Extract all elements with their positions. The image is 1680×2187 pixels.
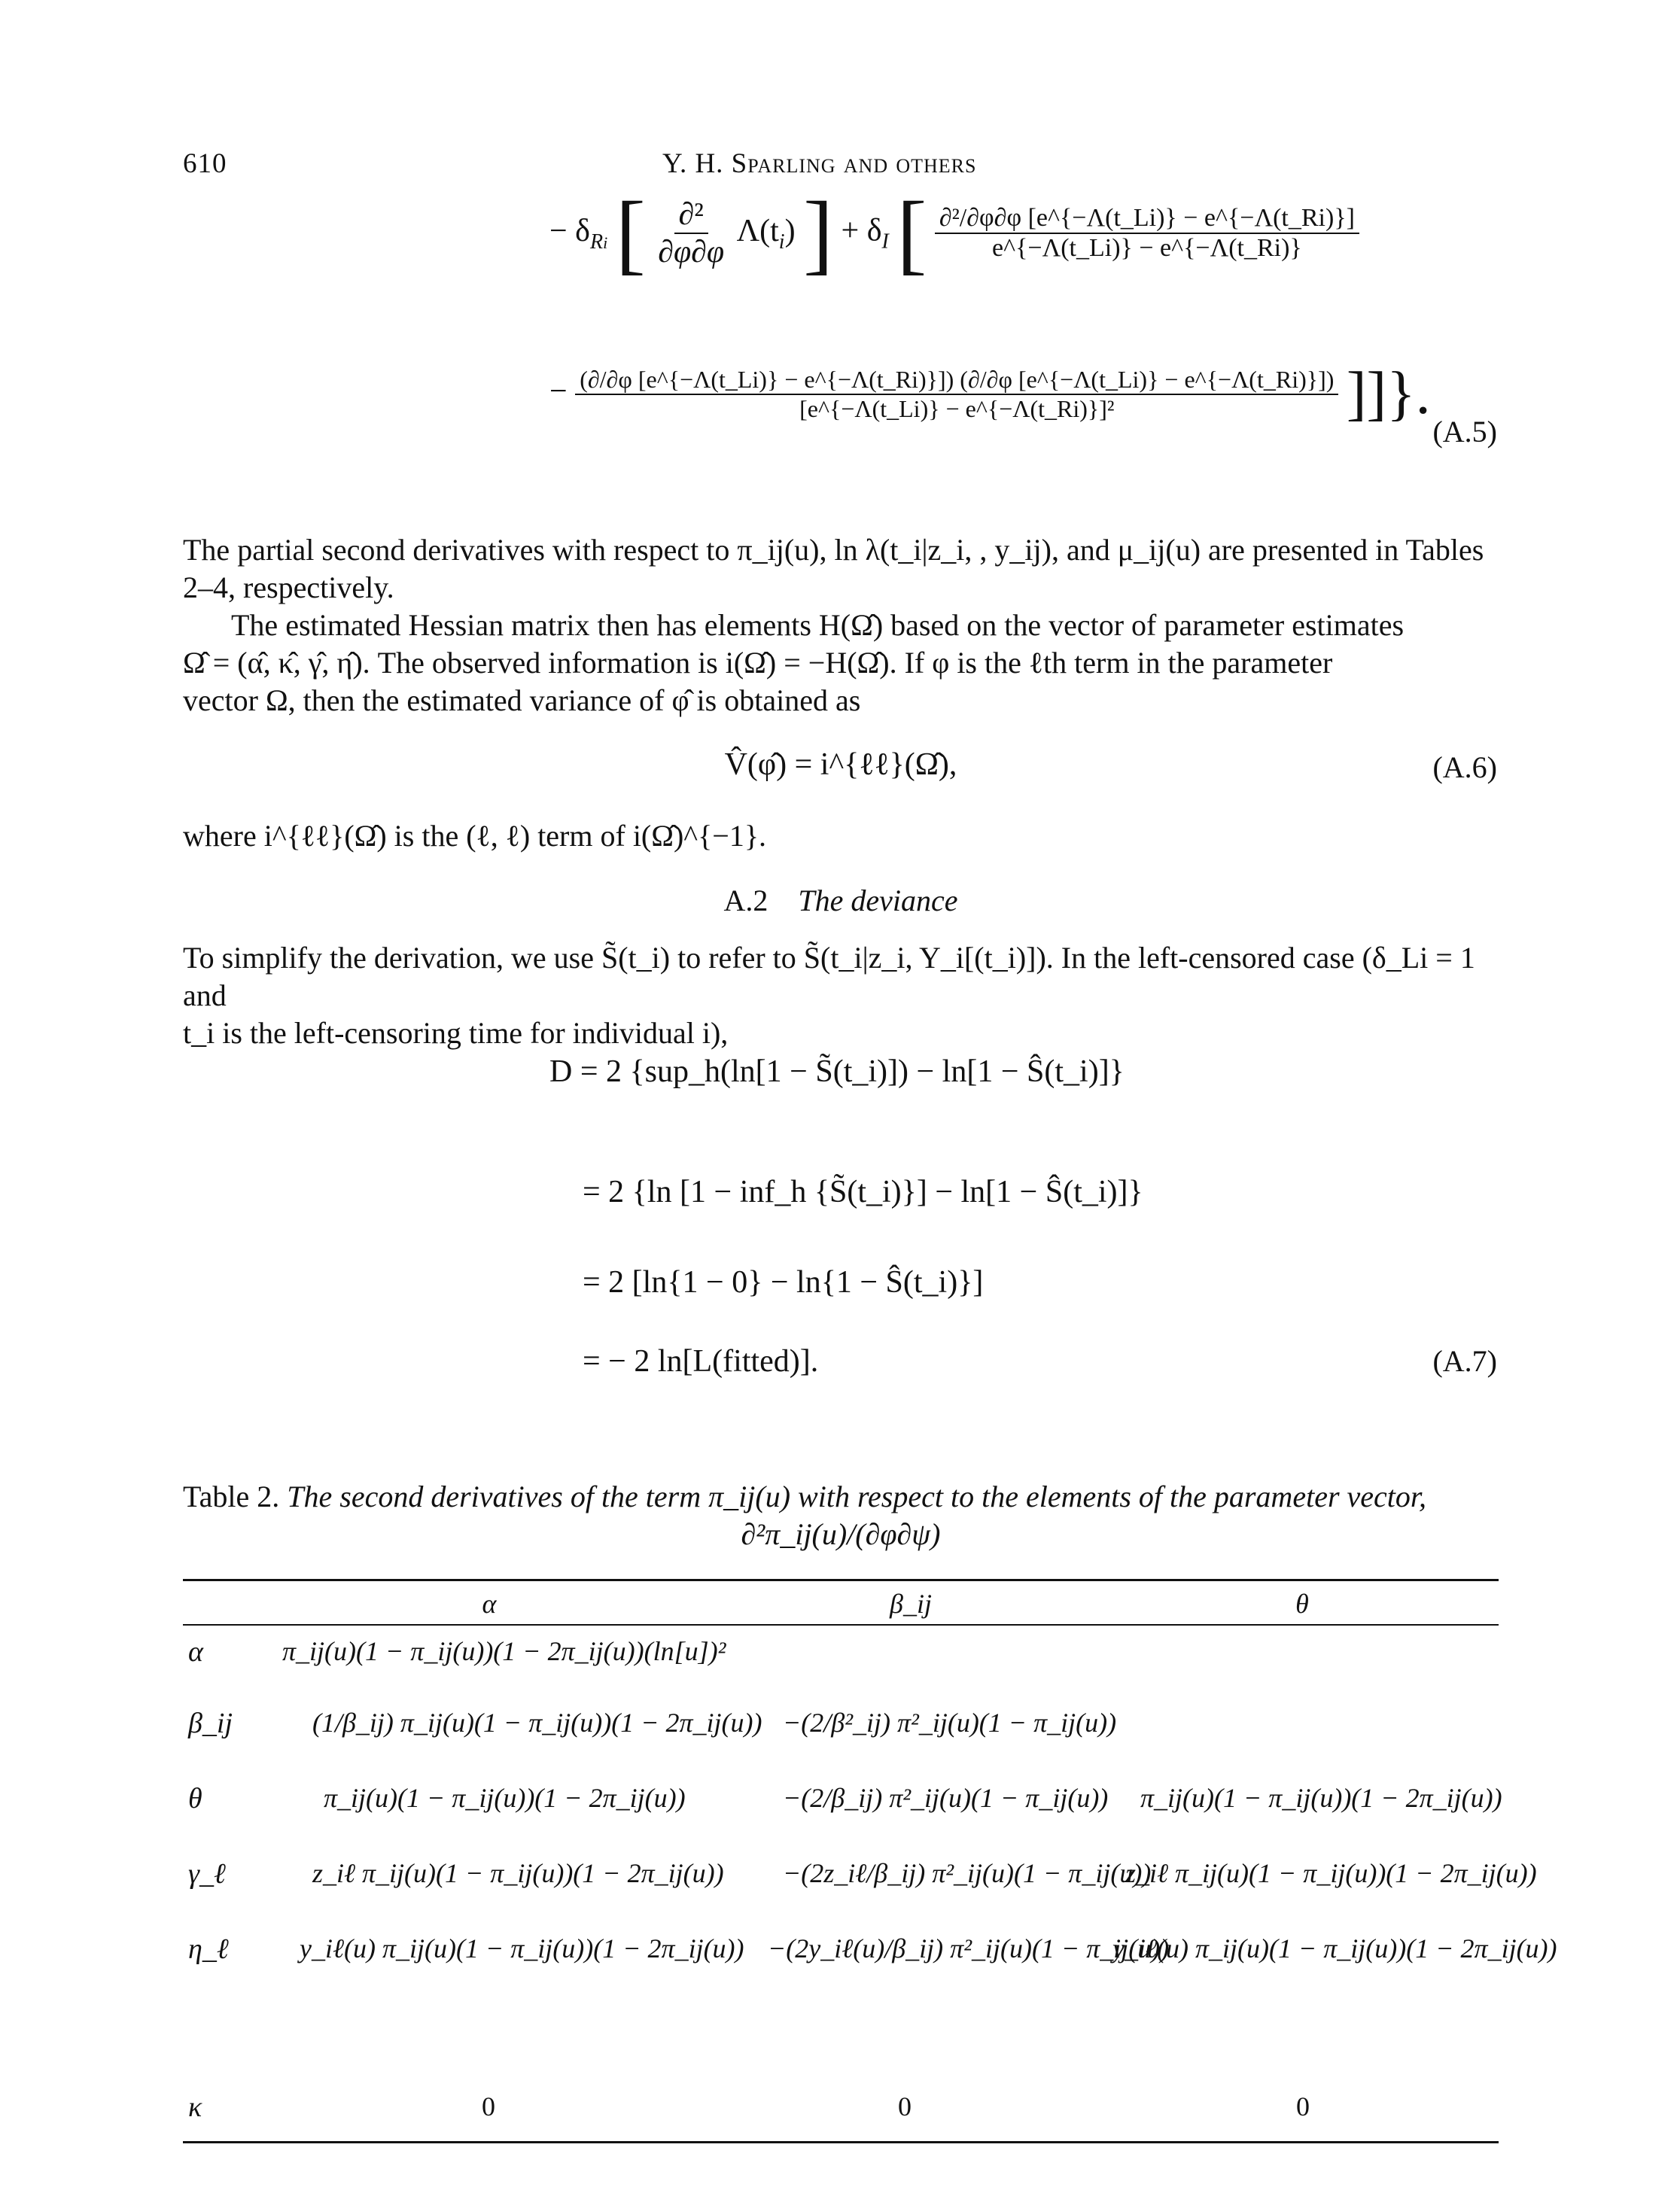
equation-a5-line2: [549, 360, 1431, 428]
paragraph-2-line1: The estimated Hessian matrix then has elements H(Ω̂) based on the vector of parameter estimates: [231, 608, 1405, 642]
table-row-label: β_ij: [188, 1708, 233, 1739]
a5-bracket-open2: [: [896, 183, 927, 283]
table-cell: −(2y_iℓ(u)/β_ij) π²_ij(u)(1 − π_ij(u)): [768, 1933, 1170, 1963]
paragraph-4-line1: To simplify the derivation, we use S̃(t_i) to refer to S̃(t_i|z_i, Y_i[(t_i)]). In the left-censored case (δ_Li = 1 and: [183, 941, 1475, 1012]
table-cell: z_iℓ π_ij(u)(1 − π_ij(u))(1 − 2π_ij(u)): [1125, 1858, 1537, 1888]
paragraph-1-line2: 2–4, respectively.: [183, 570, 394, 604]
table-top-rule: [183, 1579, 1499, 1581]
table-cell: −(2z_iℓ/β_ij) π²_ij(u)(1 − π_ij(u)): [783, 1858, 1152, 1888]
table-bottom-rule: [183, 2141, 1499, 2143]
running-title-rest: parling and others: [747, 148, 977, 179]
table-col-theta: θ: [1295, 1589, 1309, 1619]
table-cell: −(2/β²_ij) π²_ij(u)(1 − π_ij(u)): [783, 1708, 1117, 1738]
a5-line2-den: [e^{−Λ(t_Li)} − e^{−Λ(t_Ri)}]²: [799, 394, 1115, 422]
paragraph-2-line2: Ω̂ = (α̂, κ̂, γ̂, η̂). The observed information is i(Ω̂) = −H(Ω̂). If φ is the ℓth term in the parameter: [183, 646, 1333, 680]
a5-inner-den: e^{−Λ(t_Li)} − e^{−Λ(t_Ri)}: [992, 234, 1302, 262]
table-cell: z_iℓ π_ij(u)(1 − π_ij(u))(1 − 2π_ij(u)): [312, 1858, 724, 1888]
a5-line2-minus: −: [549, 374, 568, 409]
table-caption-label: Table 2.: [183, 1480, 280, 1513]
table-col-alpha: α: [482, 1589, 497, 1619]
a5-bracket-open: [: [615, 183, 646, 283]
section-title: The deviance: [798, 884, 958, 917]
table-cell: 0: [898, 2091, 912, 2122]
equation-a7-label: (A.7): [1432, 1344, 1497, 1378]
a5-lambda-text: Λ(t: [736, 213, 779, 248]
equation-a7-line2: = 2 {ln [1 − inf_h {S̃(t_i)}] − ln[1 − Ŝ(t_i)]}: [583, 1175, 1143, 1209]
section-heading: [183, 882, 1499, 920]
a5-lambda: $\Lambda(t_i)$: [736, 213, 796, 254]
a5-line2-num: (∂/∂φ [e^{−Λ(t_Li)} − e^{−Λ(t_Ri)}]) (∂/∂φ [e^{−Λ(t_Li)} − e^{−Λ(t_Ri)}]): [575, 366, 1338, 395]
paragraph-1: [183, 531, 1500, 607]
paragraph-4-line2: t_i is the left-censoring time for individual i),: [183, 1016, 729, 1050]
equation-a6: V̂(φ̂) = i^{ℓℓ}(Ω̂),: [724, 747, 957, 782]
table-cell: (1/β_ij) π_ij(u)(1 − π_ij(u))(1 − 2π_ij(u)): [312, 1708, 762, 1738]
a5-close-brackets: ]]}.: [1346, 360, 1431, 427]
table-cell: π_ij(u)(1 − π_ij(u))(1 − 2π_ij(u)): [324, 1783, 686, 1813]
a5-sub-I: I: [881, 230, 889, 254]
a5-minus-delta: − δ: [549, 213, 590, 248]
a5-delta-r: [549, 213, 608, 254]
table-row-label: γ_ℓ: [188, 1858, 226, 1890]
equation-a6-label: (A.6): [1432, 750, 1497, 784]
paragraph-2-line3: vector Ω, then the estimated variance of φ̂ is obtained as: [183, 683, 861, 717]
table-caption: [183, 1478, 1500, 1516]
table-row-label: α: [188, 1636, 203, 1668]
a5-plus-delta: + δ: [841, 213, 882, 248]
table-cell: 0: [482, 2091, 495, 2122]
a5-sub-i: i: [603, 233, 608, 252]
paragraph-2: [183, 607, 1500, 719]
a5-inner-frac: [935, 204, 1359, 263]
running-title-first: Y. H. S: [662, 148, 748, 179]
a5-line2-frac: [575, 366, 1338, 423]
equation-a5-line1: [549, 183, 1359, 283]
table-header-rule: [183, 1624, 1499, 1626]
table-cell: y_iℓ(u) π_ij(u)(1 − π_ij(u))(1 − 2π_ij(u)): [300, 1933, 744, 1963]
table-row-label: η_ℓ: [188, 1933, 229, 1965]
table-row-label: θ: [188, 1783, 202, 1814]
paragraph-1-line1: The partial second derivatives with respect to π_ij(u), ln λ(t_i|z_i, , y_ij), and μ_ij(u) are presented in Tables: [183, 533, 1484, 567]
section-number: A.2: [723, 884, 768, 917]
a5-frac-den: ∂φ∂φ: [658, 235, 725, 269]
a5-frac-d2: [653, 196, 729, 270]
table-cell: π_ij(u)(1 − π_ij(u))(1 − 2π_ij(u)): [1140, 1783, 1502, 1813]
a5-frac-num: ∂²: [674, 196, 708, 234]
table-caption-line2: ∂²π_ij(u)/(∂φ∂ψ): [741, 1517, 941, 1551]
a5-sub-r: R: [589, 230, 604, 254]
table-col-beta: β_ij: [890, 1589, 932, 1619]
table-caption-text: The second derivatives of the term π_ij(u) with respect to the elements of the parameter vector,: [287, 1480, 1427, 1513]
equation-a5-label: (A.5): [1432, 415, 1497, 449]
equation-a7-line4: = − 2 ln[L(fitted)].: [583, 1344, 819, 1379]
table-cell: π_ij(u)(1 − π_ij(u))(1 − 2π_ij(u))(ln[u])²: [282, 1636, 726, 1666]
equation-a7-line3: = 2 [ln{1 − 0} − ln{1 − Ŝ(t_i)}]: [583, 1265, 984, 1300]
paragraph-3: where i^{ℓℓ}(Ω̂) is the (ℓ, ℓ) term of i(Ω̂)^{−1}.: [183, 819, 767, 853]
table-cell: 0: [1296, 2091, 1310, 2122]
table-cell: −(2/β_ij) π²_ij(u)(1 − π_ij(u)): [783, 1783, 1109, 1813]
a5-lambda-sub: i: [778, 230, 785, 254]
equation-a7-line1: D = 2 {sup_h(ln[1 − S̃(t_i)]) − ln[1 − Ŝ(t_i)]}: [549, 1054, 1125, 1089]
paragraph-4: [183, 939, 1500, 1052]
running-title: [662, 148, 976, 180]
a5-inner-num: ∂²/∂φ∂φ [e^{−Λ(t_Li)} − e^{−Λ(t_Ri)}]: [935, 204, 1359, 234]
a5-bracket-close: ]: [803, 183, 834, 283]
table-row-label: κ: [188, 2091, 202, 2123]
table-cell: y_iℓ(u) π_ij(u)(1 − π_ij(u))(1 − 2π_ij(u)): [1112, 1933, 1557, 1963]
page-number: 610: [183, 148, 227, 179]
